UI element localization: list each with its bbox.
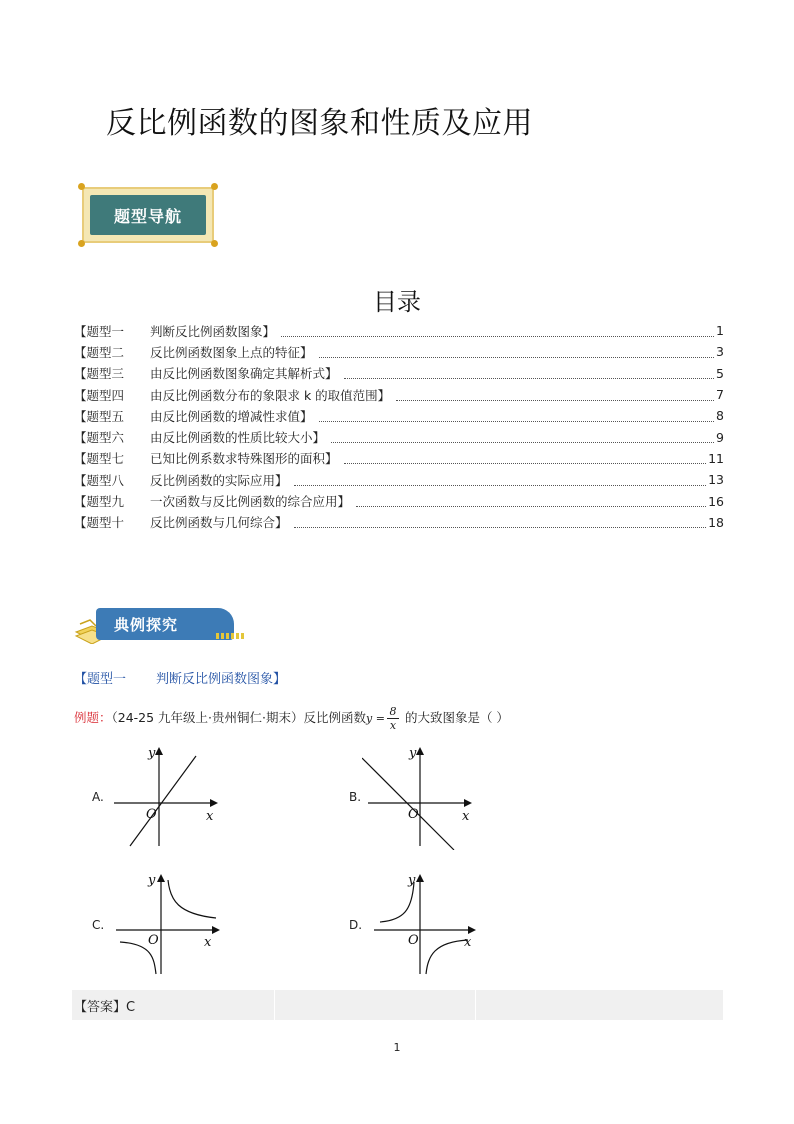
toc-leader	[344, 452, 707, 464]
example-source: （24-25 九年级上·贵州铜仁·期末）反比例函数	[111, 710, 367, 725]
toc-entry-text: 反比例函数图象上点的特征】	[150, 344, 313, 360]
toc-entry-page: 11	[708, 450, 724, 466]
toc-leader	[356, 495, 706, 507]
arrow-right-icon	[464, 799, 472, 807]
toc-leader	[294, 474, 707, 486]
toc-entry-text: 由反比例函数的增减性求值】	[150, 408, 313, 424]
arrow-right-icon	[210, 799, 218, 807]
line-curve	[130, 756, 196, 846]
origin-label: O	[148, 933, 159, 948]
example-banner-label: 典例探究	[96, 608, 234, 640]
toc-entry[interactable]	[74, 426, 724, 447]
toc-entry[interactable]	[74, 341, 724, 362]
page-number: 1	[393, 1041, 401, 1054]
fraction	[387, 705, 399, 732]
fraction-numerator: 8	[389, 705, 397, 718]
corner-dot-icon	[78, 183, 85, 190]
hyperbola-branch	[426, 940, 468, 974]
choice-a-graph[interactable]	[108, 742, 226, 850]
arrow-up-icon	[416, 747, 424, 755]
choice-c-graph[interactable]	[112, 870, 230, 978]
toc-heading: 目录	[373, 288, 421, 316]
toc-leader	[294, 516, 707, 528]
toc-entry[interactable]	[74, 363, 724, 384]
answer-cell	[275, 990, 476, 1020]
toc-entry-number: 【题型二	[74, 344, 125, 360]
toc-entry-text: 一次函数与反比例函数的综合应用】	[150, 494, 351, 510]
example-suffix: 的大致图象是（ ）	[404, 710, 509, 725]
toc-entry[interactable]	[74, 490, 724, 511]
origin-label: O	[408, 807, 419, 822]
toc-entry-text: 由反比例函数的性质比较大小】	[150, 430, 326, 446]
choice-b-graph[interactable]	[362, 742, 480, 850]
toc-entry[interactable]	[74, 448, 724, 469]
corner-dot-icon	[78, 240, 85, 247]
toc-entry-number: 【题型四	[74, 387, 125, 403]
toc-entry-page: 1	[716, 323, 724, 339]
hyperbola-branch	[380, 882, 414, 922]
toc-entry-text: 反比例函数的实际应用】	[150, 472, 288, 488]
toc-entry-number: 【题型八	[74, 472, 125, 488]
corner-dot-icon	[211, 183, 218, 190]
formula-lhs: y =	[366, 712, 385, 725]
toc-entry-number: 【题型一	[74, 323, 125, 339]
section-heading	[74, 668, 286, 687]
toc-entry-number: 【题型三	[74, 366, 125, 382]
toc-leader	[319, 410, 715, 422]
toc-leader	[281, 325, 714, 337]
toc-entry[interactable]	[74, 384, 724, 405]
origin-label: O	[408, 933, 419, 948]
toc-leader	[396, 389, 714, 401]
toc-entry-page: 8	[716, 408, 724, 424]
toc-entry-number: 【题型九	[74, 494, 125, 510]
table-of-contents	[74, 320, 724, 533]
toc-entry-text: 已知比例系数求特殊图形的面积】	[150, 451, 338, 467]
y-axis-label: y	[148, 746, 156, 761]
toc-leader	[344, 367, 715, 379]
toc-entry-text: 由反比例函数图象确定其解析式】	[150, 366, 338, 382]
toc-entry-page: 5	[716, 365, 724, 381]
arrow-right-icon	[212, 926, 220, 934]
choice-c-label[interactable]: C.	[92, 918, 105, 932]
decorative-stripe	[216, 633, 246, 639]
toc-entry-number: 【题型十	[74, 515, 125, 531]
line-curve	[362, 758, 454, 850]
toc-entry-number: 【题型五	[74, 408, 125, 424]
toc-entry-page: 16	[708, 493, 724, 509]
toc-entry-page: 18	[708, 514, 724, 530]
hyperbola-branch	[168, 880, 216, 918]
example-question	[74, 705, 509, 732]
choice-d-graph[interactable]	[368, 870, 486, 978]
fraction-denominator: x	[389, 719, 397, 732]
arrow-up-icon	[157, 874, 165, 882]
toc-entry-number: 【题型七	[74, 451, 125, 467]
y-axis-label: y	[148, 873, 156, 888]
arrow-right-icon	[468, 926, 476, 934]
choice-b-label[interactable]: B.	[349, 790, 362, 804]
section-number: 【题型一	[74, 672, 127, 687]
section-text: 判断反比例函数图象】	[156, 672, 287, 687]
answer-row	[72, 990, 723, 1020]
toc-entry[interactable]	[74, 405, 724, 426]
x-axis-label: x	[462, 809, 470, 824]
toc-leader	[331, 431, 714, 443]
corner-dot-icon	[211, 240, 218, 247]
origin-label: O	[146, 807, 157, 822]
x-axis-label: x	[204, 935, 212, 950]
toc-entry-text: 反比例函数与几何综合】	[150, 515, 288, 531]
nav-banner-label: 题型导航	[90, 195, 206, 235]
document-title: 反比例函数的图象和性质及应用	[106, 106, 533, 141]
y-axis-label: y	[409, 746, 417, 761]
y-axis-label: y	[408, 873, 416, 888]
toc-entry-page: 13	[708, 472, 724, 488]
choice-a-label[interactable]: A.	[92, 790, 104, 804]
toc-entry[interactable]	[74, 469, 724, 490]
arrow-up-icon	[416, 874, 424, 882]
x-axis-label: x	[464, 935, 472, 950]
example-banner	[74, 606, 254, 646]
toc-entry[interactable]	[74, 512, 724, 533]
toc-entry-page: 7	[716, 387, 724, 403]
answer-text: 【答案】C	[74, 990, 275, 1020]
x-axis-label: x	[206, 809, 214, 824]
toc-entry-text: 由反比例函数分布的象限求 k 的取值范围】	[150, 387, 391, 403]
arrow-up-icon	[155, 747, 163, 755]
toc-entry-text: 判断反比例函数图象】	[150, 323, 276, 339]
toc-entry-page: 9	[716, 429, 724, 445]
toc-entry-page: 3	[716, 344, 724, 360]
toc-leader	[319, 346, 715, 358]
toc-entry-number: 【题型六	[74, 430, 125, 446]
toc-entry[interactable]	[74, 320, 724, 341]
choice-d-label[interactable]: D.	[349, 918, 363, 932]
example-label: 例题：	[74, 710, 112, 725]
nav-banner	[78, 183, 218, 247]
